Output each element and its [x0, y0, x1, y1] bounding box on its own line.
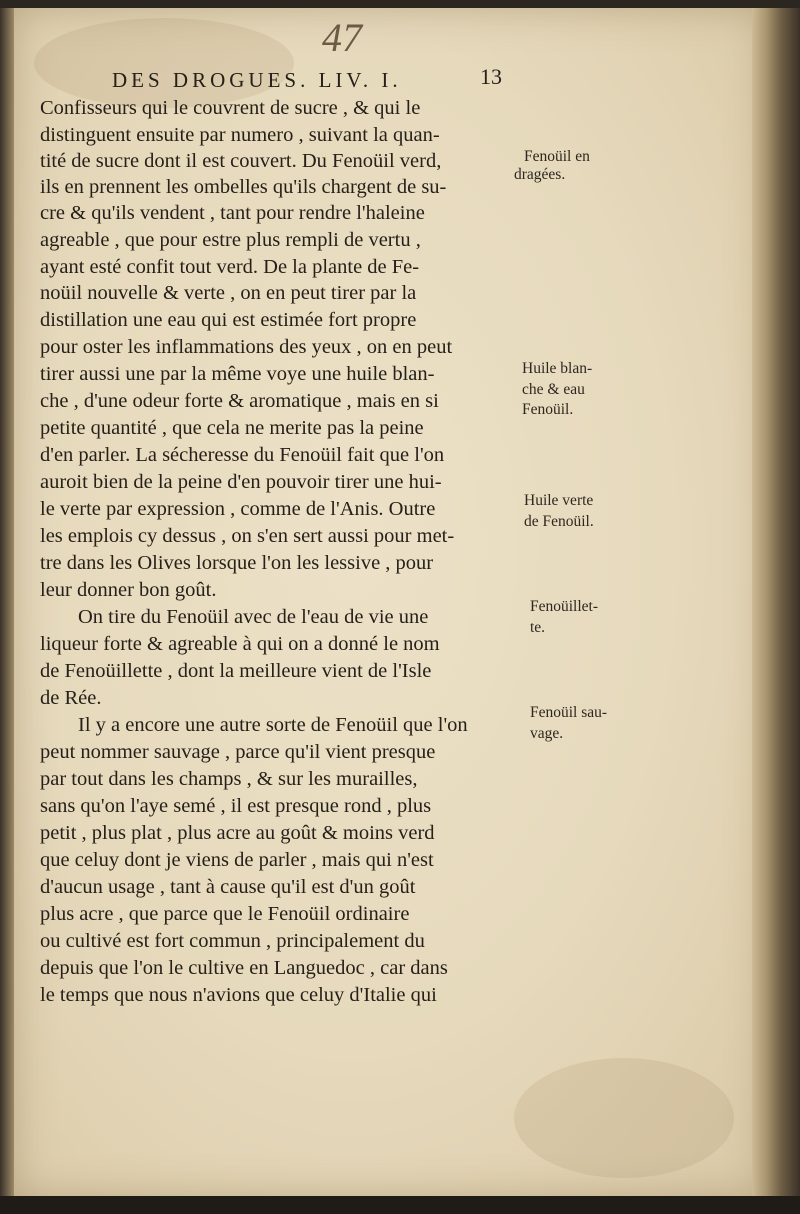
body-line: le verte par expression , comme de l'Anis. Outre — [40, 498, 436, 520]
margin-note: Fenoüil. — [522, 401, 574, 418]
body-line: pour oster les inflammations des yeux , on en peut — [40, 336, 453, 358]
margin-note: te. — [530, 619, 546, 636]
body-line: Confisseurs qui le couvrent de sucre , & qui le — [40, 97, 421, 119]
body-line: par tout dans les champs , & sur les murailles, — [40, 768, 418, 790]
body-line: ou cultivé est fort commun , principalement du — [40, 930, 425, 952]
body-line: On tire du Fenoüil avec de l'eau de vie une — [78, 606, 429, 628]
margin-note: Huile blan- — [522, 360, 593, 377]
body-line: de Fenoüillette , dont la meilleure vient de l'Isle — [40, 660, 432, 682]
body-line: de Rée. — [40, 687, 102, 709]
handwritten-folio-number: 47 — [322, 15, 362, 60]
body-line: peut nommer sauvage , parce qu'il vient presque — [40, 741, 436, 763]
body-line: depuis que l'on le cultive en Languedoc , car dans — [40, 957, 448, 979]
margin-note: Fenoüil en — [524, 148, 590, 165]
body-line: distillation une eau qui est estimée fort propre — [40, 309, 417, 331]
body-line: tirer aussi une par la même voye une huile blan- — [40, 363, 435, 385]
margin-note: Huile verte — [524, 492, 594, 509]
margin-note: Fenoüil sau- — [530, 704, 608, 721]
body-line: liqueur forte & agreable à qui on a donné le nom — [40, 633, 440, 655]
body-line: Il y a encore une autre sorte de Fenoüil que l'on — [78, 714, 468, 736]
body-line: petite quantité , que cela ne merite pas la peine — [40, 417, 424, 439]
page-edges — [752, 8, 800, 1198]
body-line: noüil nouvelle & verte , on en peut tirer par la — [40, 282, 417, 304]
body-line: d'en parler. La sécheresse du Fenoüil fait que l'on — [40, 444, 445, 466]
margin-note: Fenoüillet- — [530, 598, 599, 615]
body-line: cre & qu'ils vendent , tant pour rendre l'haleine — [40, 202, 425, 224]
body-line: plus acre , que parce que le Fenoüil ordinaire — [40, 903, 410, 925]
body-line: agreable , que pour estre plus rempli de vertu , — [40, 229, 421, 251]
page-number: 13 — [480, 64, 502, 89]
body-line: les emplois cy dessus , on s'en sert aussi pour met- — [40, 525, 455, 547]
margin-note: de Fenoüil. — [524, 513, 594, 530]
margin-note: dragées. — [514, 166, 566, 183]
book-gutter — [0, 8, 14, 1198]
running-header: DES DROGUES. LIV. I. — [112, 68, 402, 92]
body-line: tre dans les Olives lorsque l'on les lessive , pour — [40, 552, 434, 574]
margin-note: che & eau — [522, 381, 585, 398]
body-line: ayant esté confit tout verd. De la plante de Fe- — [40, 256, 420, 278]
body-line: que celuy dont je viens de parler , mais qui n'est — [40, 849, 434, 871]
paper-stain — [514, 1058, 734, 1178]
body-line: petit , plus plat , plus acre au goût & moins verd — [40, 822, 435, 844]
body-line: distinguent ensuite par numero , suivant la quan- — [40, 124, 440, 146]
body-line: d'aucun usage , tant à cause qu'il est d'un goût — [40, 876, 416, 898]
body-line: sans qu'on l'aye semé , il est presque rond , plus — [40, 795, 432, 817]
margin-note: vage. — [530, 725, 564, 742]
body-line: ils en prennent les ombelles qu'ils chargent de su- — [40, 176, 447, 198]
body-line: le temps que nous n'avions que celuy d'Italie qui — [40, 984, 437, 1006]
body-line: auroit bien de la peine d'en pouvoir tirer une hui- — [40, 471, 442, 493]
body-line: che , d'une odeur forte & aromatique , mais en si — [40, 390, 439, 412]
scanner-bed-edge — [0, 1196, 800, 1214]
body-line: leur donner bon goût. — [40, 579, 217, 601]
body-line: tité de sucre dont il est couvert. Du Fenoüil verd, — [40, 150, 442, 172]
paper-stain — [34, 18, 294, 108]
